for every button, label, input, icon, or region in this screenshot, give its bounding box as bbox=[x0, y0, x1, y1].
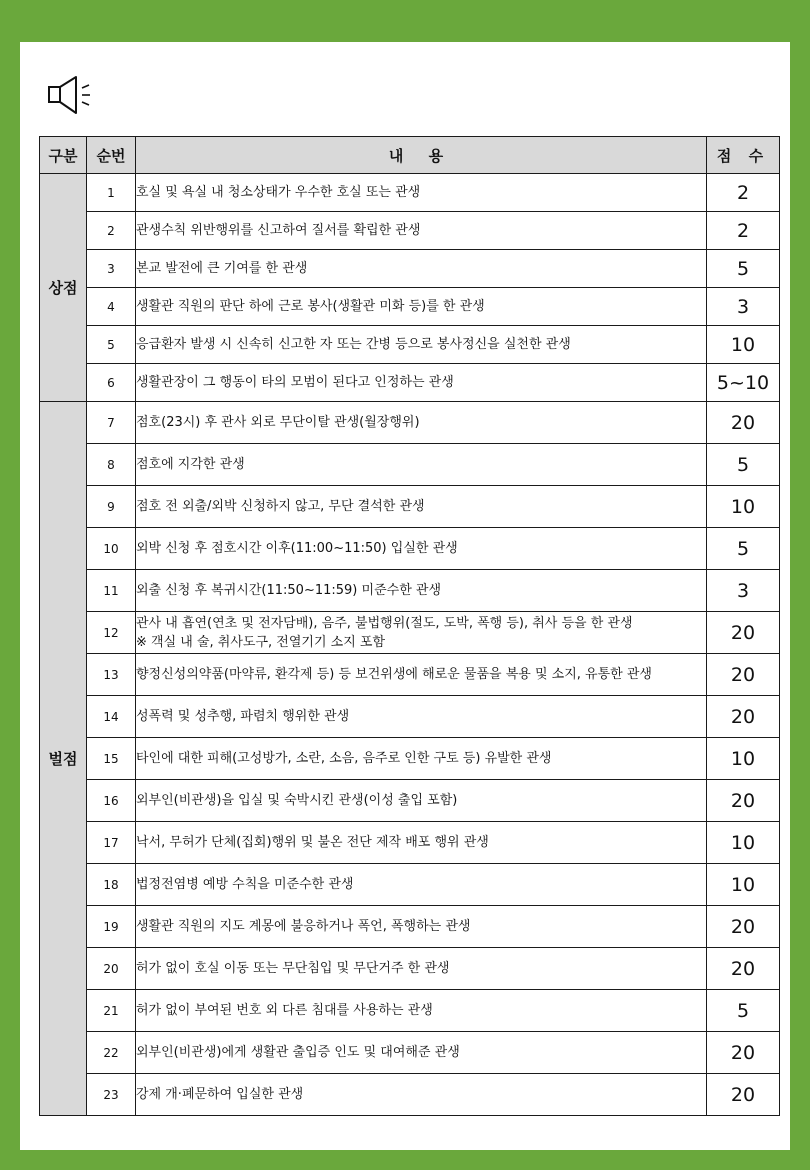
row-number: 15 bbox=[87, 738, 136, 780]
description-text: 점호(23시) 후 관사 외로 무단이탈 관생(월장행위) bbox=[136, 415, 420, 430]
row-score: 10 bbox=[707, 864, 780, 906]
description-text: 낙서, 무허가 단체(집회)행위 및 불온 전단 제작 배포 행위 관생 bbox=[136, 835, 489, 850]
row-number: 3 bbox=[87, 250, 136, 288]
table-row bbox=[40, 570, 780, 612]
description-text: 외박 신청 후 점호시간 이후(11:00~11:50) 입실한 관생 bbox=[136, 541, 458, 556]
row-description bbox=[136, 250, 707, 288]
row-description bbox=[136, 906, 707, 948]
table-row bbox=[40, 212, 780, 250]
row-score: 20 bbox=[707, 1074, 780, 1116]
table-row bbox=[40, 174, 780, 212]
table-row bbox=[40, 250, 780, 288]
row-score: 20 bbox=[707, 780, 780, 822]
speaker-icon bbox=[47, 75, 105, 115]
row-number: 12 bbox=[87, 612, 136, 654]
row-number: 6 bbox=[87, 364, 136, 402]
row-number: 13 bbox=[87, 654, 136, 696]
row-description bbox=[136, 948, 707, 990]
row-number: 9 bbox=[87, 486, 136, 528]
row-number: 14 bbox=[87, 696, 136, 738]
row-description bbox=[136, 1074, 707, 1116]
header-number: 순번 bbox=[87, 137, 136, 174]
description-text: 생활관장이 그 행동이 타의 모범이 된다고 인정하는 관생 bbox=[136, 375, 454, 390]
description-text: 외부인(비관생)을 입실 및 숙박시킨 관생(이성 출입 포함) bbox=[136, 793, 458, 808]
row-score: 2 bbox=[707, 174, 780, 212]
row-description bbox=[136, 1032, 707, 1074]
row-score: 10 bbox=[707, 738, 780, 780]
description-text: 생활관 직원의 지도 계몽에 불응하거나 폭언, 폭행하는 관생 bbox=[136, 919, 471, 934]
description-text: 점호에 지각한 관생 bbox=[136, 457, 245, 472]
category-cell: 벌점 bbox=[40, 402, 87, 1116]
description-text: 강제 개·폐문하여 입실한 관생 bbox=[136, 1087, 304, 1102]
row-score: 5 bbox=[707, 444, 780, 486]
row-description bbox=[136, 326, 707, 364]
table-row bbox=[40, 1074, 780, 1116]
row-description bbox=[136, 288, 707, 326]
table-row bbox=[40, 486, 780, 528]
description-text: 관생수칙 위반행위를 신고하여 질서를 확립한 관생 bbox=[136, 223, 421, 238]
row-description bbox=[136, 738, 707, 780]
description-text: 향정신성의약품(마약류, 환각제 등) 등 보건위생에 해로운 물품을 복용 및 소지, 유통한 관생 bbox=[136, 667, 652, 682]
description-text: 법정전염병 예방 수칙을 미준수한 관생 bbox=[136, 877, 354, 892]
table-row bbox=[40, 738, 780, 780]
row-score: 3 bbox=[707, 288, 780, 326]
description-text: 점호 전 외출/외박 신청하지 않고, 무단 결석한 관생 bbox=[136, 499, 425, 514]
row-description bbox=[136, 654, 707, 696]
row-description bbox=[136, 528, 707, 570]
row-description bbox=[136, 402, 707, 444]
table-row bbox=[40, 906, 780, 948]
row-score: 20 bbox=[707, 906, 780, 948]
row-description bbox=[136, 780, 707, 822]
row-score: 10 bbox=[707, 486, 780, 528]
row-score: 20 bbox=[707, 948, 780, 990]
merit-demerit-table bbox=[39, 136, 780, 1116]
row-number: 8 bbox=[87, 444, 136, 486]
row-number: 4 bbox=[87, 288, 136, 326]
row-number: 16 bbox=[87, 780, 136, 822]
table-row bbox=[40, 612, 780, 654]
description-note: ※ 객실 내 술, 취사도구, 전열기기 소지 포함 bbox=[136, 634, 386, 650]
row-description bbox=[136, 612, 707, 654]
row-score: 20 bbox=[707, 654, 780, 696]
content-panel bbox=[20, 42, 790, 1150]
table-row bbox=[40, 822, 780, 864]
row-score: 5~10 bbox=[707, 364, 780, 402]
table-row bbox=[40, 948, 780, 990]
row-score: 20 bbox=[707, 1032, 780, 1074]
table-row bbox=[40, 444, 780, 486]
row-number: 7 bbox=[87, 402, 136, 444]
header-category: 구분 bbox=[40, 137, 87, 174]
table-row bbox=[40, 696, 780, 738]
row-number: 21 bbox=[87, 990, 136, 1032]
row-number: 5 bbox=[87, 326, 136, 364]
table-row bbox=[40, 364, 780, 402]
row-number: 11 bbox=[87, 570, 136, 612]
row-description bbox=[136, 570, 707, 612]
row-number: 1 bbox=[87, 174, 136, 212]
row-number: 2 bbox=[87, 212, 136, 250]
table-row bbox=[40, 326, 780, 364]
row-description bbox=[136, 444, 707, 486]
row-score: 20 bbox=[707, 402, 780, 444]
table-header-row bbox=[40, 137, 780, 174]
table-row bbox=[40, 654, 780, 696]
row-score: 5 bbox=[707, 990, 780, 1032]
row-description bbox=[136, 486, 707, 528]
table-row bbox=[40, 990, 780, 1032]
row-description bbox=[136, 864, 707, 906]
description-text: 응급환자 발생 시 신속히 신고한 자 또는 간병 등으로 봉사정신을 실천한 관생 bbox=[136, 337, 571, 352]
row-number: 22 bbox=[87, 1032, 136, 1074]
row-score: 3 bbox=[707, 570, 780, 612]
description-text: 관사 내 흡연(연초 및 전자담배), 음주, 불법행위(절도, 도박, 폭행 등), 취사 등을 한 관생 bbox=[136, 615, 633, 631]
row-number: 10 bbox=[87, 528, 136, 570]
row-score: 20 bbox=[707, 696, 780, 738]
description-text: 허가 없이 부여된 번호 외 다른 침대를 사용하는 관생 bbox=[136, 1003, 433, 1018]
row-score: 10 bbox=[707, 326, 780, 364]
header-content: 내 용 bbox=[136, 137, 707, 174]
row-score: 2 bbox=[707, 212, 780, 250]
table-row bbox=[40, 528, 780, 570]
description-text: 허가 없이 호실 이동 또는 무단침입 및 무단거주 한 관생 bbox=[136, 961, 450, 976]
table-row bbox=[40, 288, 780, 326]
row-description bbox=[136, 212, 707, 250]
description-text: 타인에 대한 피해(고성방가, 소란, 소음, 음주로 인한 구토 등) 유발한 관생 bbox=[136, 751, 552, 766]
category-cell: 상점 bbox=[40, 174, 87, 402]
row-description bbox=[136, 822, 707, 864]
header-score: 점 수 bbox=[707, 137, 780, 174]
row-number: 18 bbox=[87, 864, 136, 906]
description-text: 생활관 직원의 판단 하에 근로 봉사(생활관 미화 등)를 한 관생 bbox=[136, 299, 485, 314]
row-description bbox=[136, 174, 707, 212]
row-number: 17 bbox=[87, 822, 136, 864]
description-text: 성폭력 및 성추행, 파렴치 행위한 관생 bbox=[136, 709, 350, 724]
row-number: 23 bbox=[87, 1074, 136, 1116]
table-row bbox=[40, 780, 780, 822]
row-score: 10 bbox=[707, 822, 780, 864]
table-row bbox=[40, 1032, 780, 1074]
table-row bbox=[40, 864, 780, 906]
table-row bbox=[40, 402, 780, 444]
row-number: 20 bbox=[87, 948, 136, 990]
row-description bbox=[136, 696, 707, 738]
description-text: 호실 및 욕실 내 청소상태가 우수한 호실 또는 관생 bbox=[136, 185, 421, 200]
description-text: 외출 신청 후 복귀시간(11:50~11:59) 미준수한 관생 bbox=[136, 583, 441, 598]
row-number: 19 bbox=[87, 906, 136, 948]
description-text: 외부인(비관생)에게 생활관 출입증 인도 및 대여해준 관생 bbox=[136, 1045, 460, 1060]
row-score: 5 bbox=[707, 250, 780, 288]
row-score: 20 bbox=[707, 612, 780, 654]
row-description bbox=[136, 364, 707, 402]
row-score: 5 bbox=[707, 528, 780, 570]
description-text: 본교 발전에 큰 기여를 한 관생 bbox=[136, 261, 308, 276]
row-description bbox=[136, 990, 707, 1032]
